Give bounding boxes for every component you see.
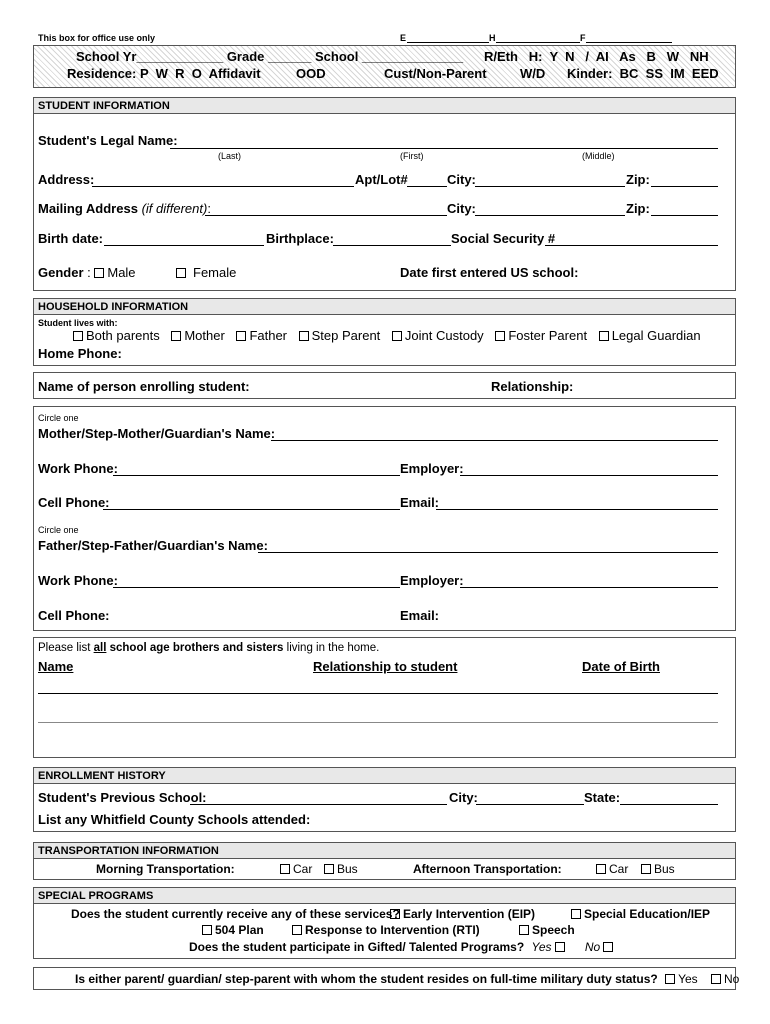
military-no-checkbox[interactable] (711, 974, 721, 984)
father-name-label: Father/Step-Father/Guardian's Name: (38, 538, 268, 553)
morning-bus-checkbox[interactable] (324, 864, 334, 874)
birthplace-label: Birthplace: (266, 231, 334, 246)
mailing-city-label: City: (447, 201, 476, 216)
address-label: Address: (38, 172, 95, 187)
morning-transport-label: Morning Transportation: (96, 862, 235, 876)
option-father[interactable]: Father (236, 328, 287, 343)
female-checkbox[interactable] (176, 268, 186, 278)
legal-name-field[interactable] (170, 148, 718, 149)
mother-email-label: Email: (400, 495, 440, 510)
male-checkbox[interactable] (94, 268, 104, 278)
mother-employer-field[interactable] (460, 475, 718, 476)
home-phone-label: Home Phone: (38, 346, 122, 361)
mailing-address-field[interactable] (205, 215, 447, 216)
previous-school-label: Student's Previous School: (38, 790, 207, 805)
birthplace-field[interactable] (333, 245, 451, 246)
first-caption: (First) (400, 151, 424, 161)
option-mother[interactable]: Mother (171, 328, 224, 343)
office-e-line[interactable] (407, 42, 489, 43)
father-employer-label: Employer: (400, 573, 464, 588)
lives-with-options (73, 328, 701, 343)
lives-with-label: Student lives with: (38, 318, 118, 328)
father-cell-phone-label: Cell Phone: (38, 608, 110, 623)
military-no-label: No (724, 972, 740, 986)
previous-city-label: City: (449, 790, 478, 805)
birth-date-field[interactable] (104, 245, 264, 246)
eip-option[interactable]: Early Intervention (EIP) (390, 907, 535, 921)
student-info-header: STUDENT INFORMATION (34, 98, 735, 114)
gifted-yes-checkbox[interactable] (555, 942, 565, 952)
sibling-entry-line[interactable] (38, 693, 718, 694)
city-label: City: (447, 172, 476, 187)
male-label: Male (107, 265, 136, 280)
zip-field[interactable] (651, 186, 718, 187)
afternoon-car-checkbox[interactable] (596, 864, 606, 874)
relationship-label: Relationship: (491, 379, 574, 394)
father-name-field[interactable] (258, 552, 718, 553)
option-both-parents[interactable]: Both parents (73, 328, 160, 343)
rti-checkbox[interactable] (292, 925, 302, 935)
gifted-yes-label: Yes (531, 940, 552, 954)
city-field[interactable] (475, 186, 625, 187)
military-yes-checkbox[interactable] (665, 974, 675, 984)
father-checkbox[interactable] (236, 331, 246, 341)
household-header: HOUSEHOLD INFORMATION (34, 299, 735, 315)
office-use-label: This box for office use only (38, 33, 156, 43)
ssn-field[interactable] (545, 245, 718, 246)
office-row2: Residence: P W R O Affidavit (67, 66, 261, 81)
legal-name-label: Student's Legal Name: (38, 133, 178, 148)
plan504-checkbox[interactable] (202, 925, 212, 935)
afternoon-transport-label: Afternoon Transportation: (413, 862, 562, 876)
mother-cell-phone-label: Cell Phone: (38, 495, 110, 510)
option-legal-guardian[interactable]: Legal Guardian (599, 328, 701, 343)
mother-employer-label: Employer: (400, 461, 464, 476)
office-row2d: W/D Kinder: BC SS IM EED (520, 66, 719, 81)
office-f-label: F (580, 33, 586, 43)
mailing-city-field[interactable] (475, 215, 625, 216)
afternoon-bus-checkbox[interactable] (641, 864, 651, 874)
circle-one-label-1: Circle one (38, 413, 79, 423)
mailing-address-label: Mailing Address (if different): (38, 201, 211, 216)
afternoon-bus-option[interactable]: Bus (641, 862, 675, 876)
gender-row: Gender : Male (38, 265, 136, 280)
previous-state-field[interactable] (620, 804, 718, 805)
address-field[interactable] (92, 186, 354, 187)
office-use-box (33, 45, 736, 88)
siblings-col-dob: Date of Birth (582, 659, 660, 674)
speech-checkbox[interactable] (519, 925, 529, 935)
mailing-zip-field[interactable] (651, 215, 718, 216)
apt-label: Apt/Lot# (355, 172, 408, 187)
mother-checkbox[interactable] (171, 331, 181, 341)
legal-guardian-checkbox[interactable] (599, 331, 609, 341)
father-email-label: Email: (400, 608, 440, 623)
gifted-row: Does the student participate in Gifted/ Talented Programs? Yes No (189, 940, 616, 954)
whitfield-schools-label: List any Whitfield County Schools attended: (38, 812, 311, 827)
ssn-label: Social Security # (451, 231, 556, 246)
father-employer-field[interactable] (460, 587, 718, 588)
military-yes-label: Yes (678, 972, 698, 986)
father-work-phone-label: Work Phone: (38, 573, 118, 588)
morning-car-checkbox[interactable] (280, 864, 290, 874)
option-step-parent[interactable]: Step Parent (299, 328, 381, 343)
option-joint-custody[interactable]: Joint Custody (392, 328, 484, 343)
step-parent-checkbox[interactable] (299, 331, 309, 341)
mother-name-label: Mother/Step-Mother/Guardian's Name: (38, 426, 276, 441)
previous-school-field[interactable] (190, 804, 447, 805)
military-row (75, 972, 739, 986)
morning-bus-option[interactable]: Bus (324, 862, 358, 876)
transportation-header: TRANSPORTATION INFORMATION (34, 843, 735, 859)
zip-label: Zip: (626, 172, 650, 187)
father-work-phone-field[interactable] (113, 587, 400, 588)
speech-option[interactable]: Speech (519, 923, 575, 937)
female-option (176, 265, 236, 280)
office-f-line[interactable] (586, 42, 672, 43)
afternoon-car-option[interactable]: Car (596, 862, 628, 876)
sped-option[interactable]: Special Education/IEP (571, 907, 710, 921)
enrolling-name-label: Name of person enrolling student: (38, 379, 250, 394)
siblings-col-name: Name (38, 659, 74, 674)
office-row2c: Cust/Non-Parent (384, 66, 487, 81)
mother-name-field[interactable] (271, 440, 718, 441)
sibling-entry-line[interactable] (38, 722, 718, 723)
siblings-section (33, 637, 736, 758)
date-first-us-label: Date first entered US school: (400, 265, 579, 280)
office-h-label: H (489, 33, 496, 43)
circle-one-label-2: Circle one (38, 525, 79, 535)
plan504-option[interactable]: 504 Plan (202, 923, 264, 937)
mother-work-phone-label: Work Phone: (38, 461, 118, 476)
previous-state-label: State: (584, 790, 621, 805)
birth-date-label: Birth date: (38, 231, 103, 246)
siblings-intro: Please list all school age brothers and sisters living in the home. (38, 642, 380, 654)
student-info-section (33, 97, 736, 291)
services-question: Does the student currently receive any of these services? (71, 907, 400, 921)
sped-checkbox[interactable] (571, 909, 581, 919)
enrollment-history-header: ENROLLMENT HISTORY (34, 768, 735, 784)
mailing-zip-label: Zip: (626, 201, 650, 216)
office-row1b: R/Eth H: Y N / AI As B W NH (484, 49, 709, 64)
gifted-no-checkbox[interactable] (603, 942, 613, 952)
apt-field[interactable] (407, 186, 447, 187)
foster-parent-checkbox[interactable] (495, 331, 505, 341)
office-row1: School Yr____________ Grade ______ School ______________ (76, 49, 464, 64)
office-row2b: OOD (296, 66, 326, 81)
gifted-no-label: No (584, 940, 601, 954)
last-caption: (Last) (218, 151, 242, 161)
morning-car-option[interactable]: Car (280, 862, 312, 876)
mother-email-field[interactable] (436, 509, 718, 510)
eip-checkbox[interactable] (390, 909, 400, 919)
office-e-label: E (400, 33, 407, 43)
option-foster-parent[interactable]: Foster Parent (495, 328, 587, 343)
mother-work-phone-field[interactable] (113, 475, 400, 476)
rti-option[interactable]: Response to Intervention (RTI) (292, 923, 480, 937)
office-h-line[interactable] (496, 42, 580, 43)
joint-custody-checkbox[interactable] (392, 331, 402, 341)
middle-caption: (Middle) (582, 151, 615, 161)
female-label: Female (193, 265, 237, 280)
mother-cell-phone-field[interactable] (103, 509, 400, 510)
both-parents-checkbox[interactable] (73, 331, 83, 341)
previous-city-field[interactable] (476, 804, 584, 805)
siblings-col-relationship: Relationship to student (313, 659, 458, 674)
military-question: Is either parent/ guardian/ step-parent with whom the student resides on full-time military duty status? (75, 972, 658, 986)
special-programs-header: SPECIAL PROGRAMS (34, 888, 735, 904)
